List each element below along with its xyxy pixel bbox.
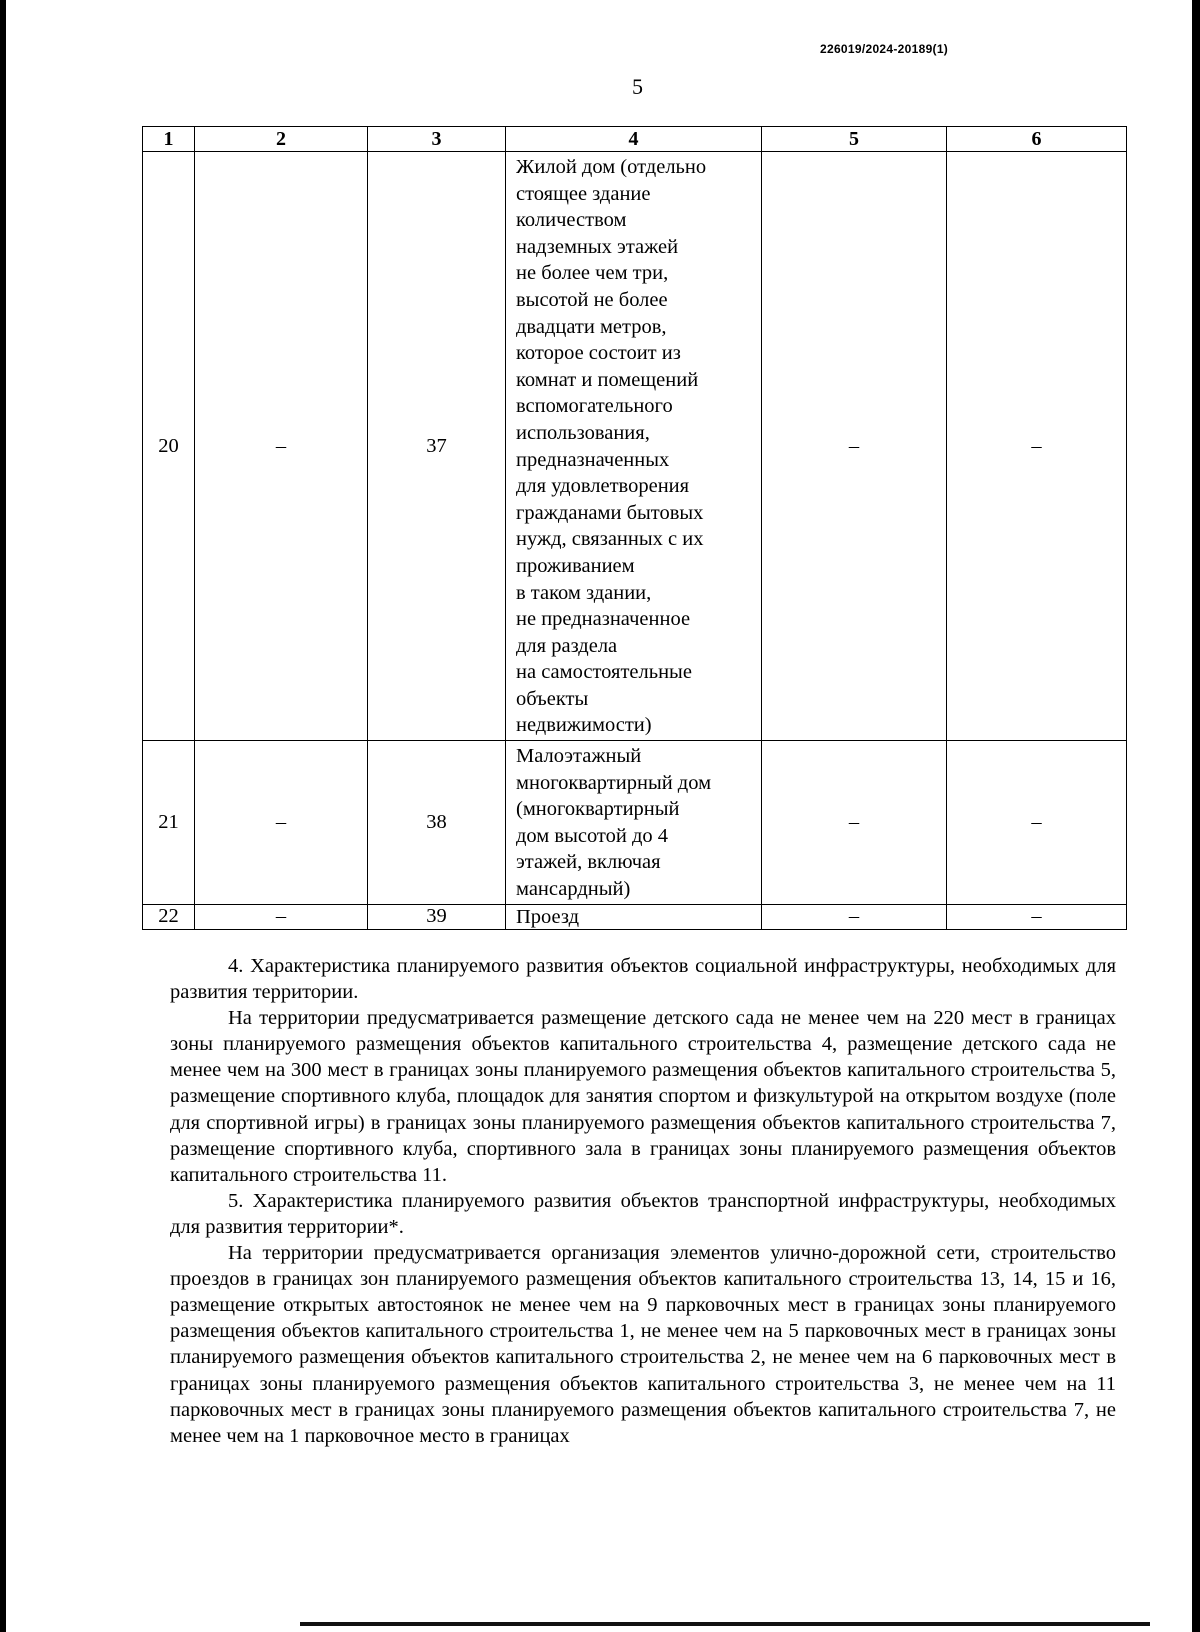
paragraph-transport: На территории предусматривается организация элементов улично-дорожной сети, строительство проездов в границах зон планируемого размещения объектов капитального строительства 13, 14, 15 и 16, размещение открытых автостоянок не менее чем на 9 парковочных мест в границах зоны планируемого размещения объектов капитального строительства 1, не менее чем на 5 парковочных мест в границах зоны планируемого размещения объектов капитального строительства 2, не менее чем на 6 парковочных мест в границах зоны планируемого размещения объектов капитального строительства 3, не менее чем на 11 парковочных мест в границах зоны планируемого размещения объектов капитального строительства 7, не менее чем на 1 парковочное место в границах <box>170 1242 1116 1447</box>
row-number: 20 <box>143 152 195 741</box>
description-line: предназначенных <box>516 448 670 471</box>
description-cell <box>506 152 762 741</box>
description-line: в таком здании, <box>516 581 652 604</box>
description-line: стоящее здание <box>516 182 651 205</box>
description-cell <box>506 904 762 929</box>
table-header-row <box>143 127 1127 152</box>
description-line: многоквартирный дом <box>516 771 712 794</box>
description-line: не более чем три, <box>516 262 669 285</box>
column-header: 3 <box>368 127 506 152</box>
description-line: дом высотой до 4 <box>516 824 669 847</box>
description-line: двадцати метров, <box>516 315 667 338</box>
row-number: 21 <box>143 741 195 905</box>
table-cell: – <box>947 741 1127 905</box>
description-line: которое состоит из <box>516 342 681 365</box>
section-heading-transport: 5. Характеристика планируемого развития объектов транспортной инфраструктуры, необходимых для развития территории*. <box>170 1189 1116 1238</box>
table-cell: – <box>195 741 368 905</box>
description-line: нужд, связанных с их <box>516 528 704 551</box>
table-cell: 37 <box>368 152 506 741</box>
document-id: 226019/2024-20189(1) <box>820 42 949 56</box>
land-use-table <box>142 126 1127 930</box>
description-line: для раздела <box>516 634 618 657</box>
scan-bottom-line <box>300 1622 1150 1626</box>
description-line: для удовлетворения <box>516 475 690 498</box>
description-line: недвижимости) <box>516 714 652 737</box>
table-cell: 39 <box>368 904 506 929</box>
description-line: не предназначенное <box>516 608 691 631</box>
page-number: 5 <box>632 74 643 99</box>
table-cell: – <box>762 152 947 741</box>
table-cell: – <box>195 152 368 741</box>
description-line: (многоквартирный <box>516 798 680 821</box>
scan-border-right <box>1192 0 1200 1632</box>
row-number: 22 <box>143 904 195 929</box>
description-line: Малоэтажный <box>516 745 642 768</box>
description-line: объекты <box>516 687 589 710</box>
description-line: количеством <box>516 209 627 232</box>
table-cell: – <box>762 741 947 905</box>
column-header: 4 <box>506 127 762 152</box>
description-line: вспомогательного <box>516 395 673 418</box>
table-row <box>143 904 1127 929</box>
column-header: 5 <box>762 127 947 152</box>
table-row <box>143 152 1127 741</box>
table-cell: – <box>947 152 1127 741</box>
description-line: использования, <box>516 421 650 444</box>
description-line: мансардный) <box>516 878 631 901</box>
body-text <box>170 953 1116 1449</box>
description-line: проживанием <box>516 554 635 577</box>
table-cell: – <box>762 904 947 929</box>
table-cell: – <box>947 904 1127 929</box>
description-line: комнат и помещений <box>516 368 699 391</box>
description-line: надземных этажей <box>516 235 679 258</box>
column-header: 6 <box>947 127 1127 152</box>
description-line: высотой не более <box>516 288 668 311</box>
column-header: 1 <box>143 127 195 152</box>
description-line: Жилой дом (отдельно <box>516 156 707 178</box>
section-heading-social: 4. Характеристика планируемого развития объектов социальной инфраструктуры, необходимых для развития территории. <box>170 955 1116 1004</box>
table-row <box>143 741 1127 905</box>
table-cell: 38 <box>368 741 506 905</box>
description-line: на самостоятельные <box>516 661 692 684</box>
table-cell: – <box>195 904 368 929</box>
description-line: гражданами бытовых <box>516 501 704 524</box>
column-header: 2 <box>195 127 368 152</box>
scan-border-left <box>0 0 6 1632</box>
description-cell <box>506 741 762 905</box>
description-line: этажей, включая <box>516 851 661 874</box>
description-line: Проезд <box>516 905 580 928</box>
paragraph-social: На территории предусматривается размещение детского сада не менее чем на 220 мест в границах зоны планируемого размещения объектов капитального строительства 4, размещение детского сада не менее чем на 300 мест в границах зоны планируемого размещения объектов капитального строительства 5, размещение спортивного клуба, площадок для занятия спортом и физкультурой на открытом воздухе (поле для спортивной игры) в границах зоны планируемого размещения объектов капитального строительства 7, размещение спортивного клуба, спортивного зала в границах зоны планируемого размещения объектов капитального строительства 11. <box>170 1007 1116 1186</box>
